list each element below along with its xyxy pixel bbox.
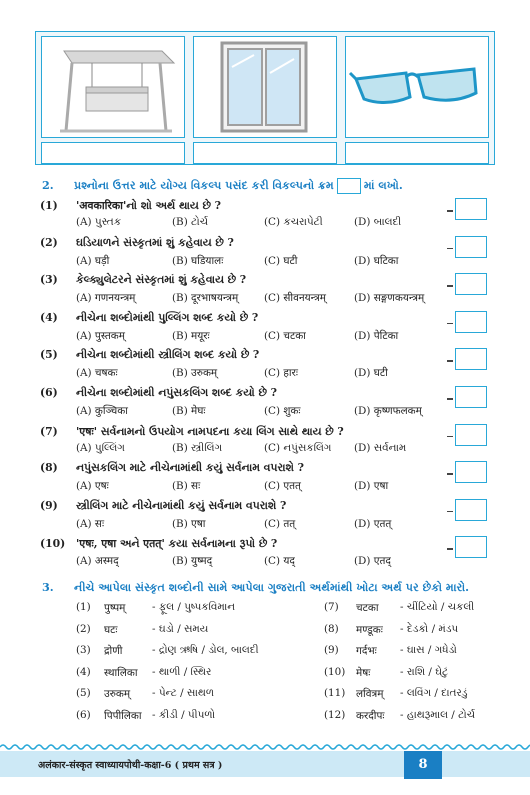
- gujarati-meaning[interactable]: - કીડી / પીપળો: [152, 708, 216, 721]
- option-c[interactable]: (C) चटका: [264, 329, 306, 342]
- page-number: 8: [404, 751, 442, 779]
- sanskrit-word: मण्डूकः: [356, 623, 383, 636]
- swing-image: [41, 36, 185, 138]
- footer-wave-border: [0, 743, 530, 751]
- option-b[interactable]: (B) युष्मद्: [172, 555, 213, 568]
- spectacles-image: [345, 36, 489, 138]
- gujarati-meaning[interactable]: - ફૂલ / પુષ્પકવિમાન: [152, 601, 235, 613]
- answer-box[interactable]: [455, 236, 487, 258]
- question-10: [40, 536, 277, 551]
- option-a[interactable]: (A) गणनयन्त्रम्: [76, 292, 136, 305]
- question-number: (10): [40, 537, 66, 551]
- option-d[interactable]: (D) घटिका: [354, 254, 399, 267]
- sample-answer-box: [337, 178, 361, 194]
- option-a[interactable]: (A) પુસ્તક: [76, 216, 122, 228]
- answer-dash: [447, 473, 453, 475]
- option-c[interactable]: (C) નપુંસકલિંગ: [264, 441, 332, 454]
- gujarati-meaning[interactable]: - ઘાસ / ગધેડો: [400, 644, 457, 656]
- answer-dash: [447, 360, 453, 362]
- answer-box[interactable]: [455, 461, 487, 483]
- section-2-instruction: પ્રશ્નોના ઉત્તર માટે યોગ્ય વિકલ્પ પસંદ કરી વિકલ્પનો ક્રમ: [74, 178, 334, 192]
- option-c[interactable]: (C) यद्: [264, 555, 295, 568]
- answer-dash: [447, 248, 453, 250]
- section-2-instruction-end: માં લખો.: [363, 178, 403, 192]
- option-b[interactable]: (B) एषा: [172, 517, 206, 530]
- answer-dash: [447, 323, 453, 325]
- image-column-swing: [41, 36, 185, 162]
- answer-dash: [447, 210, 453, 212]
- gujarati-meaning[interactable]: - દેડકો / મંડપ: [400, 622, 459, 635]
- answer-box[interactable]: [455, 386, 487, 408]
- gujarati-meaning[interactable]: - લવિંગ / દાતરડું: [400, 687, 468, 699]
- pair-number: (1): [76, 601, 91, 613]
- answer-dash: [447, 398, 453, 400]
- sanskrit-word: स्थालिका: [104, 666, 138, 679]
- option-d[interactable]: (D) एषा: [354, 480, 389, 493]
- answer-blank-2[interactable]: [193, 142, 337, 164]
- pair-number: (5): [76, 687, 91, 699]
- gujarati-meaning[interactable]: - પેન્ટ / સાથળ: [152, 687, 214, 699]
- option-b[interactable]: (B) ટોર્ચ: [172, 216, 209, 228]
- answer-blank-3[interactable]: [345, 142, 489, 164]
- window-image: [193, 36, 337, 138]
- question-9: [40, 499, 286, 513]
- option-b[interactable]: (B) मेघः: [172, 405, 206, 417]
- question-number: (4): [40, 310, 58, 324]
- option-d[interactable]: (D) कृष्णफलकम्: [354, 405, 422, 417]
- question-text: નીચેના શબ્દોમાંથી પુલ્લિંગ શબ્દ કયો છે ?: [76, 310, 259, 324]
- sanskrit-word: पिपीलिका: [104, 709, 142, 722]
- question-number: (7): [40, 424, 58, 438]
- sanskrit-word: लवित्रम्: [356, 688, 384, 700]
- option-c[interactable]: (C) शुकः: [264, 405, 301, 417]
- question-text: કેલ્ક્યુલેટરને સંસ્કૃતમાં શું કહેવાય છે ?: [76, 273, 247, 287]
- option-d[interactable]: (D) घटी: [354, 367, 388, 380]
- option-a[interactable]: (A) પુલ્લિંગ: [76, 441, 125, 454]
- option-c[interactable]: (C) घटी: [264, 254, 298, 267]
- pair-number: (11): [324, 687, 346, 699]
- option-b[interactable]: (B) मयूरः: [172, 329, 210, 342]
- pair-number: (9): [324, 644, 339, 656]
- gujarati-meaning[interactable]: - રાશિ / ઘેટું: [400, 665, 449, 678]
- question-number: (3): [40, 273, 58, 287]
- question-1: [40, 198, 221, 213]
- option-d[interactable]: (D) पेटिका: [354, 329, 399, 342]
- sanskrit-word: चटका: [356, 602, 379, 614]
- pair-number: (3): [76, 644, 91, 656]
- option-a[interactable]: (A) सः: [76, 517, 105, 530]
- section-2-heading: [42, 178, 403, 194]
- image-strip: [35, 31, 495, 165]
- option-b[interactable]: (B) घडियालः: [172, 254, 224, 267]
- sanskrit-word: घटः: [104, 623, 118, 636]
- footer-title: अलंकार-संस्कृत स्वाध्यायपोथी-कक्षा-6 ( प्रथम सत्र ): [38, 760, 223, 771]
- option-a[interactable]: (A) घड़ी: [76, 254, 110, 267]
- sanskrit-word: करदीपः: [356, 709, 385, 722]
- answer-dash: [447, 548, 453, 550]
- question-number: (9): [40, 498, 58, 512]
- answer-box[interactable]: [455, 536, 487, 558]
- question-number: (1): [40, 199, 58, 212]
- option-a[interactable]: (A) चषकः: [76, 367, 118, 380]
- gujarati-meaning[interactable]: - થાળી / સ્થિર: [152, 665, 212, 678]
- pair-number: (7): [324, 601, 339, 613]
- sanskrit-word: गर्दभः: [356, 645, 377, 657]
- gujarati-meaning[interactable]: - હાથરૂમાલ / ટોર્ચ: [400, 708, 476, 721]
- question-text: 'एषः' સર્વનામનો ઉપયોગ નામપદના કયા લિંગ સાથે થાય છે ?: [76, 424, 344, 438]
- option-c[interactable]: (C) हारः: [264, 367, 298, 380]
- question-number: (5): [40, 348, 58, 362]
- sanskrit-word: पुष्पम्: [104, 602, 126, 614]
- answer-box[interactable]: [455, 311, 487, 333]
- section-2-number: 2.: [42, 178, 54, 192]
- answer-box[interactable]: [455, 198, 487, 220]
- question-number: (8): [40, 461, 58, 475]
- answer-dash: [447, 436, 453, 438]
- question-text: 'अवकारिका'નો શો અર્થ થાય છે ?: [76, 199, 221, 212]
- option-a[interactable]: (A) अस्मद्: [76, 555, 119, 568]
- section-3-instruction: નીચે આપેલા સંસ્કૃત શબ્દોની સામે આપેલા ગુજરાતી અર્થમાંથી ખોટા અર્થ પર છેકો મારો.: [74, 580, 470, 594]
- question-4: [40, 311, 258, 325]
- answer-box[interactable]: [455, 273, 487, 295]
- question-text: ઘડિયાળને સંસ્કૃતમાં શું કહેવાય છે ?: [76, 235, 234, 249]
- option-d[interactable]: (D) સર્વનામ: [354, 441, 407, 454]
- gujarati-meaning[interactable]: - દ્રોણ ઋષિ / ડોલ, બાલદી: [152, 644, 259, 656]
- image-column-spectacles: [345, 36, 489, 162]
- option-b[interactable]: (B) उरुकम्: [172, 367, 218, 380]
- question-8: [40, 461, 304, 475]
- sanskrit-word: मेषः: [356, 666, 371, 679]
- option-a[interactable]: (A) एषः: [76, 480, 109, 493]
- option-b[interactable]: (B) दूरभाषयन्त्रम्: [172, 292, 239, 305]
- question-text: નીચેના શબ્દોમાંથી સ્ત્રીલિંગ શબ્દ કયો છે ?: [76, 348, 260, 362]
- option-a[interactable]: (A) कुञ्चिका: [76, 405, 128, 417]
- answer-box[interactable]: [455, 348, 487, 370]
- option-d[interactable]: (D) सङ्गणकयन्त्रम्: [354, 292, 425, 305]
- question-6: [40, 386, 277, 400]
- option-c[interactable]: (C) કચરાપેટી: [264, 216, 323, 228]
- answer-blank-1[interactable]: [41, 142, 185, 164]
- option-d[interactable]: (D) एतत्: [354, 517, 392, 530]
- question-text: નીચેના શબ્દોમાંથી નપુંસકલિંગ શબ્દ કયો છે ?: [76, 386, 277, 399]
- option-c[interactable]: (C) सीवनयन्त्रम्: [264, 292, 326, 305]
- option-d[interactable]: (D) एतद्: [354, 555, 391, 568]
- option-c[interactable]: (C) तत्: [264, 517, 296, 530]
- question-3: [40, 273, 246, 287]
- pair-number: (8): [324, 622, 339, 635]
- pair-number: (6): [76, 708, 91, 721]
- sanskrit-word: द्रोणी: [104, 645, 123, 657]
- gujarati-meaning[interactable]: - ચીંટિયો / ચકલી: [400, 601, 475, 613]
- image-column-window: [193, 36, 337, 162]
- question-number: (2): [40, 235, 58, 249]
- pair-number: (2): [76, 622, 91, 635]
- pair-number: (4): [76, 665, 91, 678]
- section-3-heading: [42, 580, 469, 595]
- answer-dash: [447, 511, 453, 513]
- answer-box[interactable]: [455, 424, 487, 446]
- answer-dash: [447, 285, 453, 287]
- section-3-number: 3.: [42, 580, 54, 594]
- option-c[interactable]: (C) एतत्: [264, 480, 301, 493]
- pair-number: (12): [324, 708, 346, 721]
- answer-box[interactable]: [455, 499, 487, 521]
- footer-bar: [0, 751, 530, 777]
- question-5: [40, 348, 259, 362]
- gujarati-meaning[interactable]: - ઘડો / સમય: [152, 622, 209, 635]
- question-2: [40, 236, 234, 250]
- question-text: 'एषः, एषा અને एतत्' કયા સર્વનામના રૂપો છે ?: [76, 537, 278, 551]
- sanskrit-word: उरुकम्: [104, 688, 131, 700]
- question-number: (6): [40, 386, 58, 399]
- question-text: નપુંસકલિંગ માટે નીચેનામાંથી કયું સર્વનામ વપરાશે ?: [76, 461, 304, 475]
- option-b[interactable]: (B) સ્ત્રીલિંગ: [172, 441, 223, 454]
- question-7: [40, 424, 344, 439]
- pair-number: (10): [324, 665, 346, 678]
- question-text: સ્ત્રીલિંગ માટે નીચેનામાંથી કયું સર્વનામ વપરાશે ?: [76, 498, 287, 512]
- option-a[interactable]: (A) पुस्तकम्: [76, 329, 125, 342]
- option-b[interactable]: (B) सः: [172, 480, 201, 493]
- option-d[interactable]: (D) બાલદી: [354, 216, 402, 228]
